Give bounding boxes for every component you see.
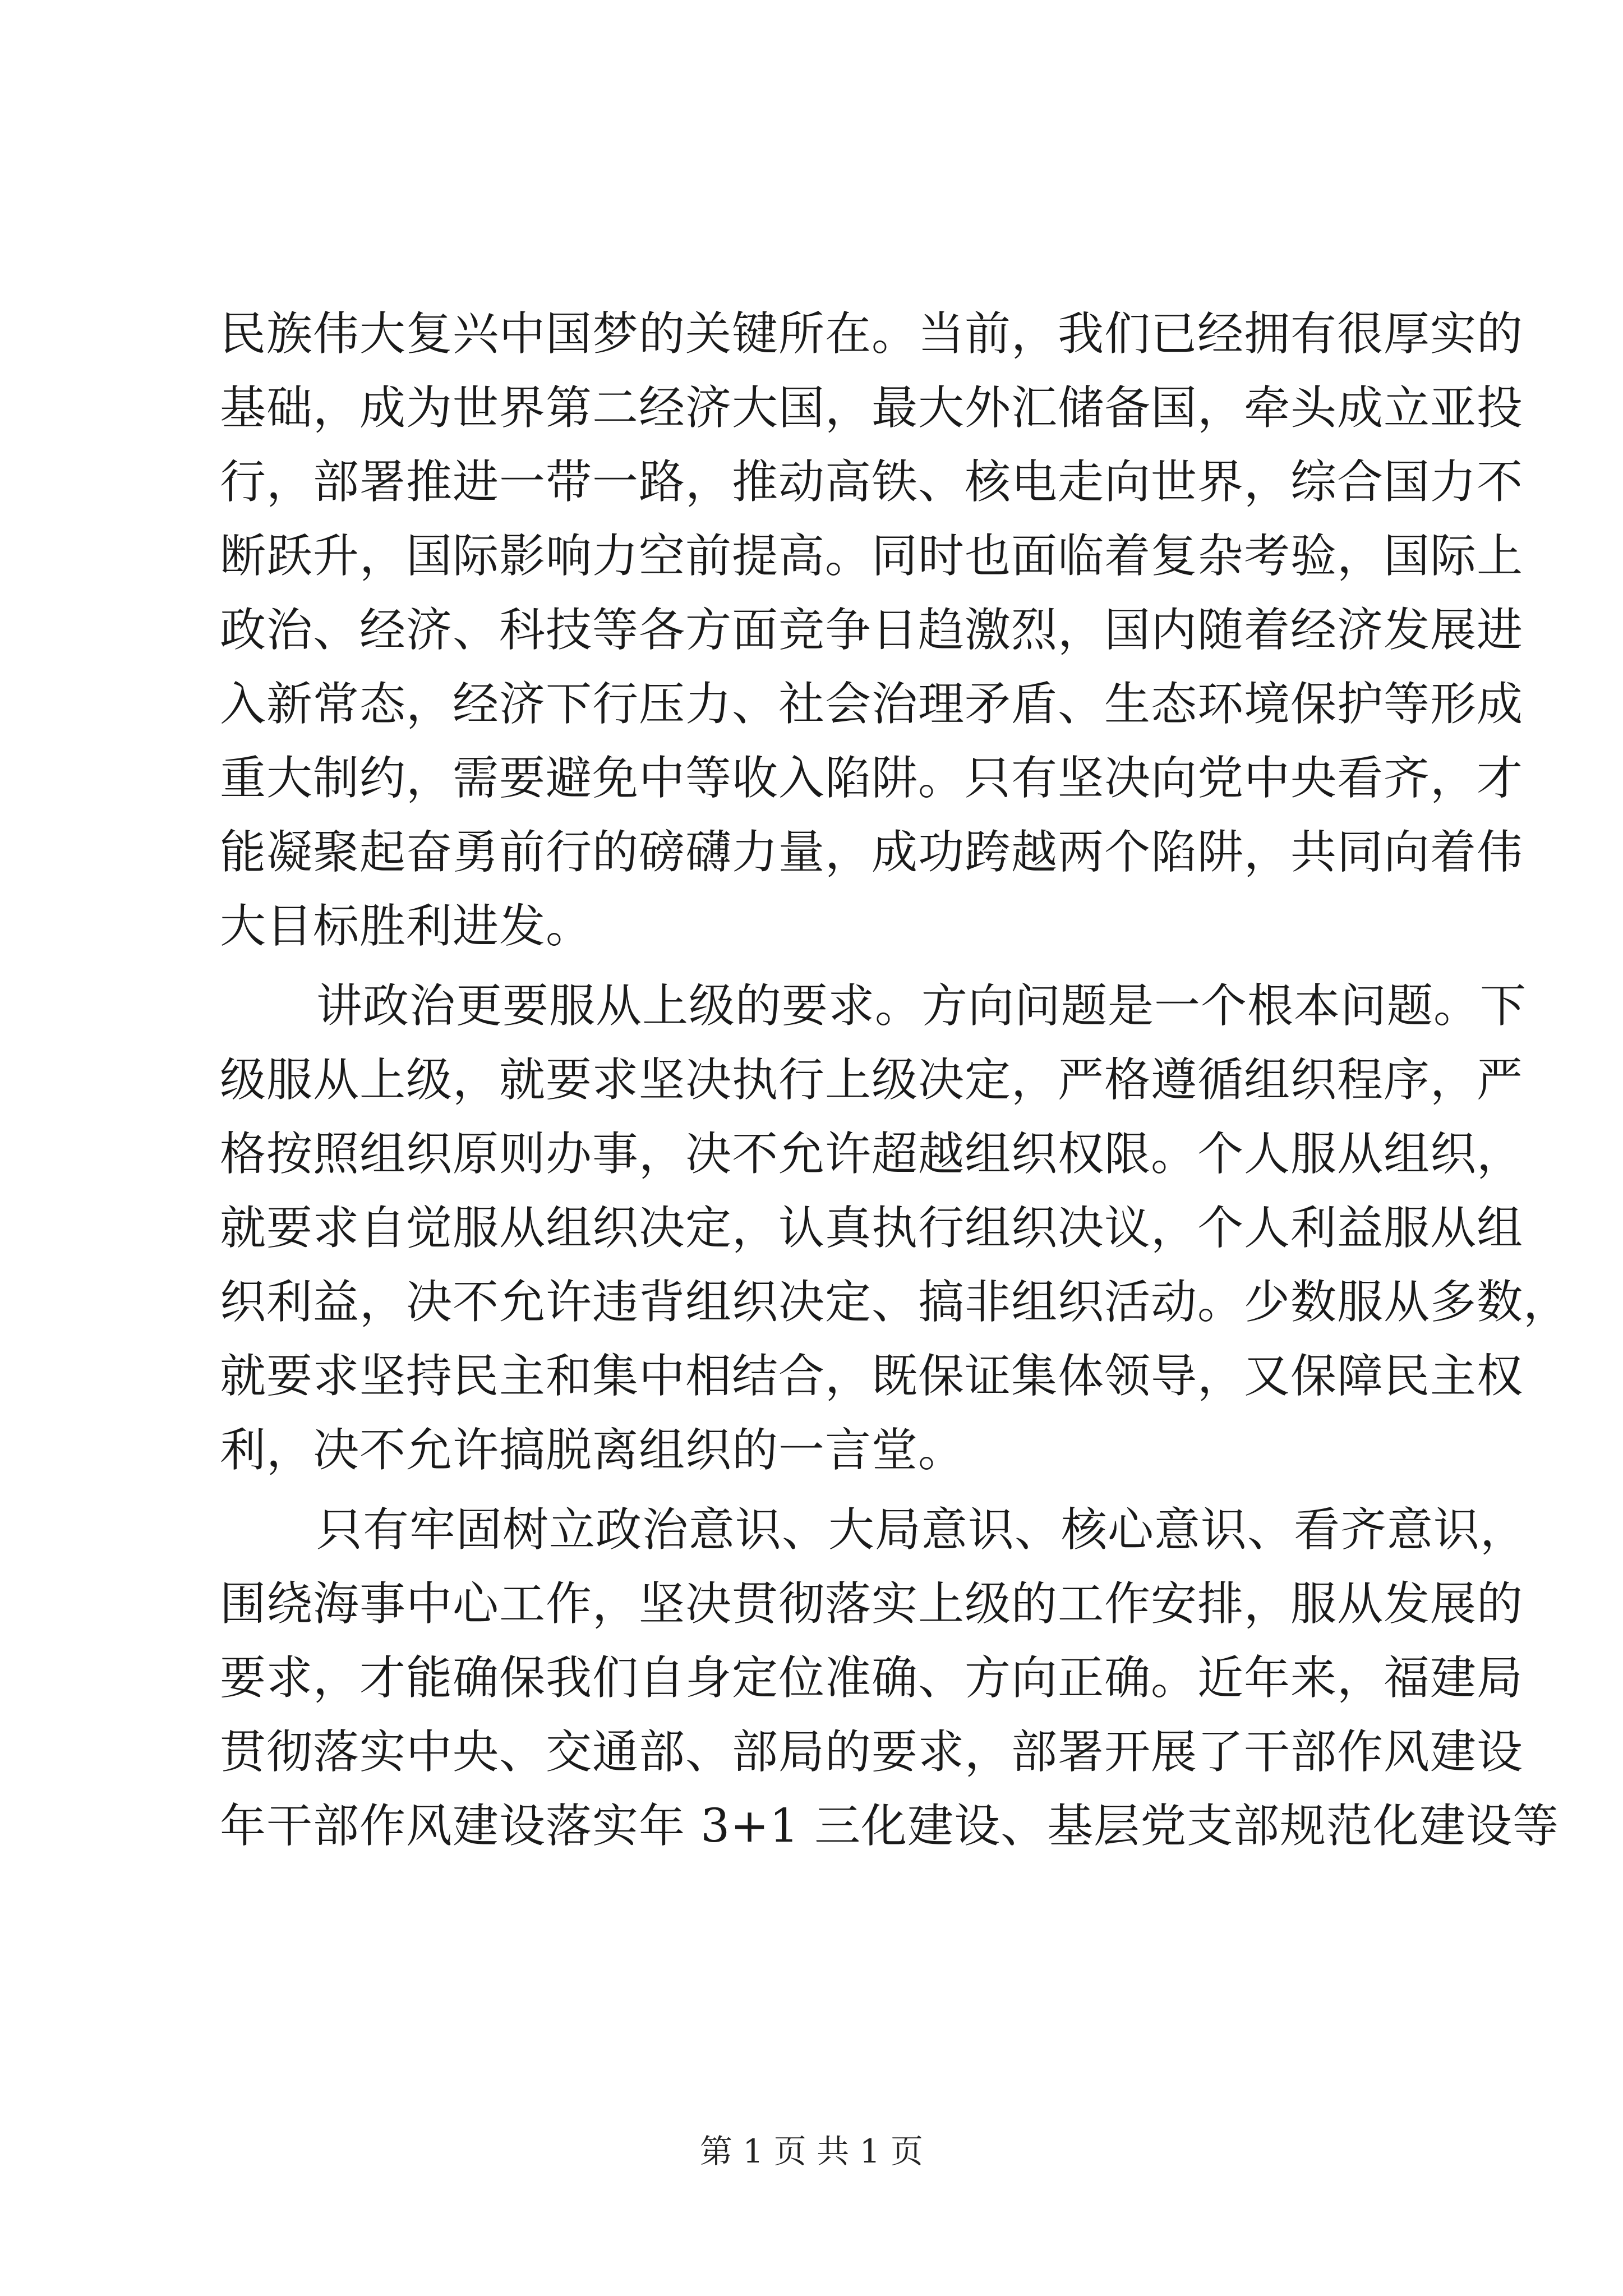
paragraph-spacer (220, 1488, 1409, 1493)
text-line: 重大制约，需要避免中等收入陷阱。只有坚决向党中央看齐，才 (220, 752, 1524, 805)
paragraph-spacer (220, 964, 1409, 969)
text-line: 织利益，决不允许违背组织决定、搞非组织活动。少数服从多数， (220, 1276, 1570, 1329)
text-line: 断跃升，国际影响力空前提高。同时也面临着复杂考验，国际上 (220, 530, 1524, 583)
text-line: 就要求坚持民主和集中相结合，既保证集体领导，又保障民主权 (220, 1350, 1524, 1403)
text-line: 基础，成为世界第二经济大国，最大外汇储备国，牵头成立亚投 (220, 381, 1524, 435)
text-line: 要求，才能确保我们自身定位准确、方向正确。近年来，福建局 (220, 1651, 1524, 1705)
text-line: 级服从上级，就要求坚决执行上级决定，严格遵循组织程序，严 (220, 1053, 1524, 1107)
text-line: 贯彻落实中央、交通部、部局的要求，部署开展了干部作风建设 (220, 1726, 1524, 1779)
paragraph-1 (220, 297, 1524, 964)
body-text (220, 297, 1570, 1864)
text-line: 格按照组织原则办事，决不允许超越组织权限。个人服从组织， (220, 1128, 1524, 1181)
text-line: 能凝聚起奋勇前行的磅礴力量，成功跨越两个陷阱，共同向着伟 (220, 826, 1524, 879)
text-line: 利，决不允许搞脱离组织的一言堂。 (220, 1424, 965, 1477)
text-line: 年干部作风建设落实年 3+1 三化建设、基层党支部规范化建设等 (220, 1800, 1560, 1853)
text-line: 只有牢固树立政治意识、大局意识、核心意识、看齐意识， (316, 1503, 1527, 1557)
text-line: 就要求自觉服从组织决定，认真执行组织决议，个人利益服从组 (220, 1202, 1524, 1255)
paragraph-3 (220, 1493, 1560, 1864)
paragraph-2 (220, 969, 1570, 1488)
page-number-label: 第 1 页 共 1 页 (700, 2132, 923, 2170)
text-line: 围绕海事中心工作，坚决贯彻落实上级的工作安排，服从发展的 (220, 1577, 1524, 1631)
text-line: 民族伟大复兴中国梦的关键所在。当前，我们已经拥有很厚实的 (220, 307, 1524, 361)
text-line: 政治、经济、科技等各方面竞争日趋激烈，国内随着经济发展进 (220, 604, 1524, 657)
text-line: 行，部署推进一带一路，推动高铁、核电走向世界，综合国力不 (220, 455, 1524, 509)
text-line: 讲政治更要服从上级的要求。方向问题是一个根本问题。下 (316, 979, 1527, 1033)
text-line: 入新常态，经济下行压力、社会治理矛盾、生态环境保护等形成 (220, 678, 1524, 731)
text-line: 大目标胜利进发。 (220, 900, 593, 953)
page-footer (0, 2132, 1623, 2171)
